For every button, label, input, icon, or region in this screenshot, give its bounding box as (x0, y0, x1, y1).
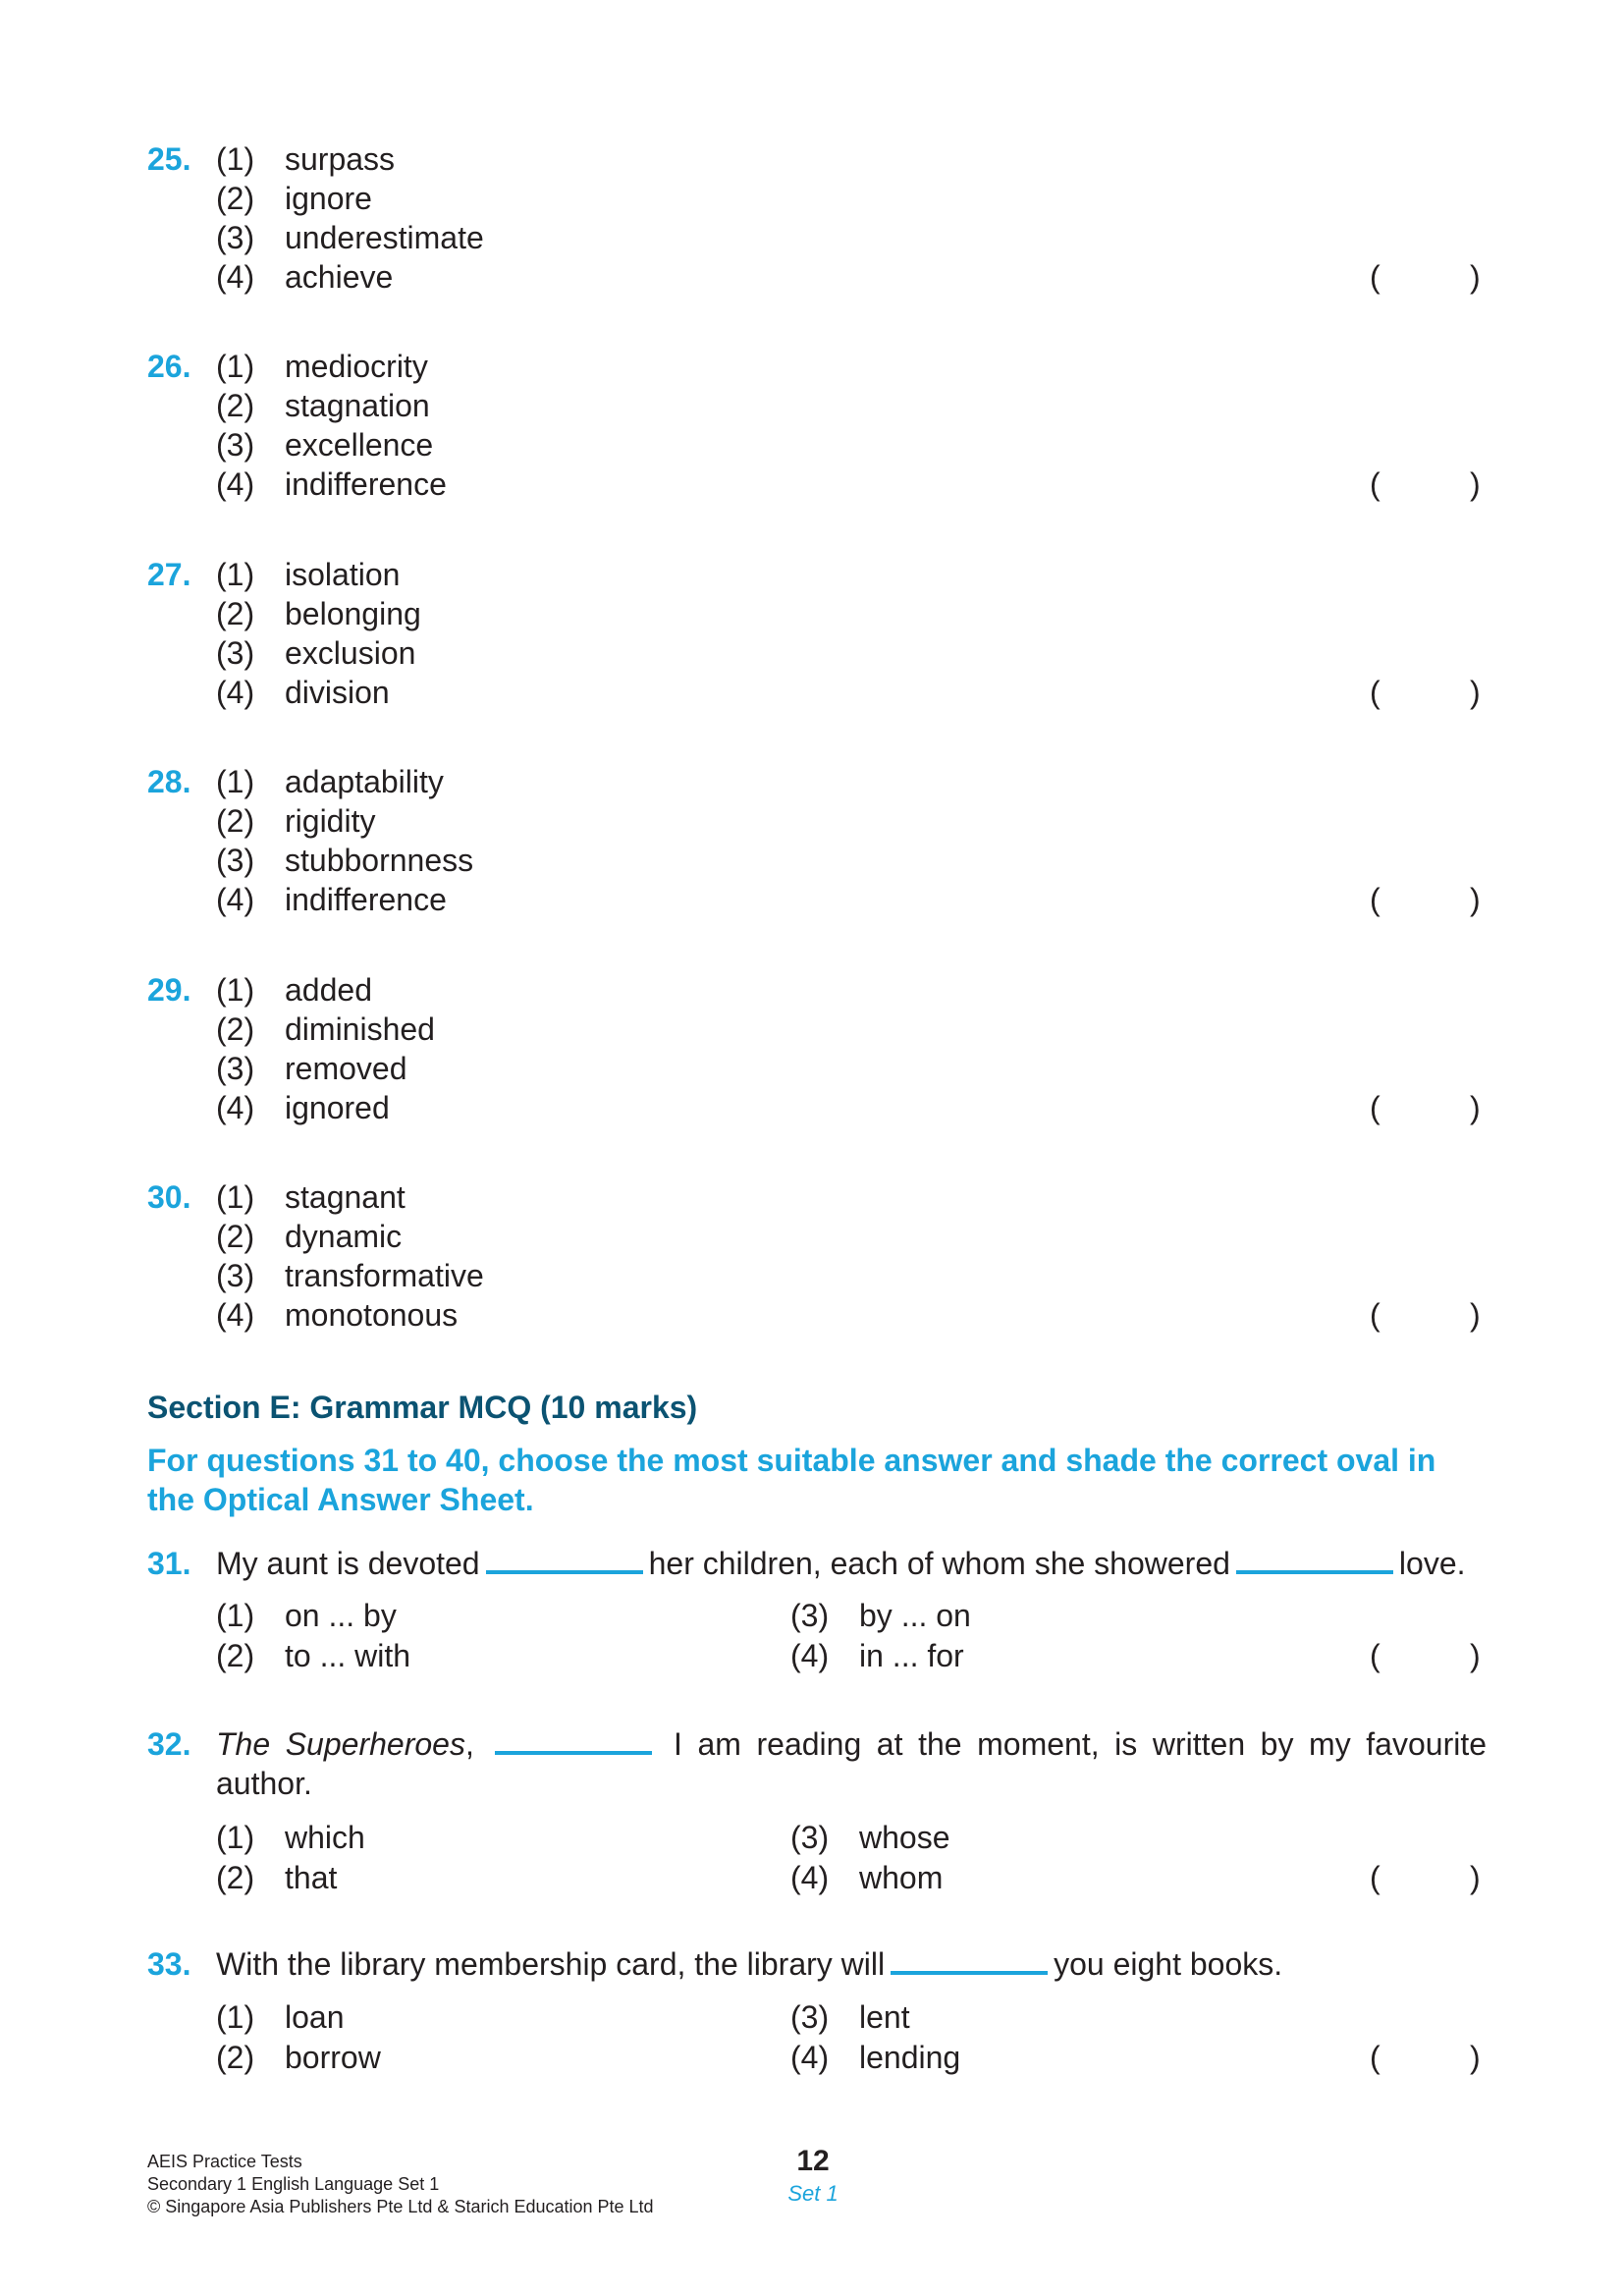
question-number: 33. (147, 1946, 191, 1982)
option-text: isolation (285, 557, 401, 592)
option-text: whom (859, 1860, 944, 1895)
option-text: dynamic (285, 1219, 403, 1254)
stem-part: My aunt is devoted (216, 1546, 480, 1581)
option-text: stubbornness (285, 843, 474, 878)
option-text: transformative (285, 1258, 484, 1293)
footer-subject: Secondary 1 English Language Set 1 (147, 2174, 440, 2194)
option-label: (3) (790, 1999, 830, 2035)
option-text: division (285, 675, 390, 710)
option-label: (4) (216, 882, 255, 917)
section-heading: Section E: Grammar MCQ (10 marks) (147, 1390, 698, 1425)
answer-bracket-open[interactable]: ( (1370, 466, 1380, 502)
option-label: (1) (216, 141, 255, 177)
option-label: (2) (216, 1011, 255, 1047)
answer-bracket-open[interactable]: ( (1370, 675, 1380, 710)
option-text: whose (859, 1820, 950, 1855)
option-text: underestimate (285, 220, 484, 255)
option-label: (1) (216, 1179, 255, 1215)
option-text: adaptability (285, 764, 444, 799)
option-label: (3) (790, 1820, 830, 1855)
answer-blank (1236, 1570, 1393, 1574)
question-number: 30. (147, 1179, 191, 1215)
option-label: (2) (216, 181, 255, 216)
question-number: 27. (147, 557, 191, 592)
page-number: 12 (796, 2145, 830, 2177)
option-label: (4) (216, 675, 255, 710)
stem-part: her children, each of whom she showered (648, 1546, 1230, 1581)
option-label: (3) (216, 1051, 255, 1086)
option-text: to ... with (285, 1638, 411, 1673)
answer-bracket-close: ) (1470, 2040, 1481, 2075)
option-label: (3) (216, 1258, 255, 1293)
option-text: lending (859, 2040, 961, 2075)
option-text: loan (285, 1999, 345, 2035)
option-label: (4) (790, 2040, 830, 2075)
option-label: (2) (216, 803, 255, 839)
option-label: (4) (216, 1297, 255, 1333)
question-number: 32. (147, 1726, 191, 1762)
answer-bracket-close: ) (1470, 1638, 1481, 1673)
option-label: (2) (216, 388, 255, 423)
option-text: stagnation (285, 388, 430, 423)
answer-bracket-close: ) (1470, 882, 1481, 917)
question-number: 31. (147, 1546, 191, 1581)
answer-bracket-open[interactable]: ( (1370, 882, 1380, 917)
question-stem (216, 1724, 1487, 1803)
option-label: (4) (216, 259, 255, 295)
option-label: (4) (216, 1090, 255, 1125)
option-text: indifference (285, 466, 447, 502)
answer-bracket-close: ) (1470, 1297, 1481, 1333)
option-text: removed (285, 1051, 407, 1086)
option-label: (3) (216, 427, 255, 463)
footer-series: AEIS Practice Tests (147, 2152, 302, 2171)
option-label: (1) (216, 1820, 255, 1855)
option-text: rigidity (285, 803, 376, 839)
option-text: excellence (285, 427, 434, 463)
option-text: surpass (285, 141, 396, 177)
answer-blank (486, 1570, 643, 1574)
option-text: exclusion (285, 635, 416, 671)
question-number: 29. (147, 972, 191, 1008)
option-label: (4) (216, 466, 255, 502)
answer-bracket-open[interactable]: ( (1370, 259, 1380, 295)
question-number: 25. (147, 141, 191, 177)
option-label: (1) (216, 1999, 255, 2035)
option-text: stagnant (285, 1179, 406, 1215)
question-number: 28. (147, 764, 191, 799)
answer-bracket-open[interactable]: ( (1370, 1090, 1380, 1125)
option-label: (4) (790, 1860, 830, 1895)
book-title: The Superheroes (216, 1726, 465, 1762)
option-label: (1) (216, 557, 255, 592)
option-text: that (285, 1860, 338, 1895)
option-label: (3) (790, 1598, 830, 1633)
answer-bracket-open[interactable]: ( (1370, 1638, 1380, 1673)
option-label: (3) (216, 843, 255, 878)
option-text: mediocrity (285, 349, 428, 384)
answer-bracket-open[interactable]: ( (1370, 1297, 1380, 1333)
question-stem (216, 1544, 1487, 1583)
answer-bracket-close: ) (1470, 1860, 1481, 1895)
option-label: (3) (216, 635, 255, 671)
option-label: (2) (216, 1219, 255, 1254)
option-text: belonging (285, 596, 421, 631)
option-text: ignored (285, 1090, 390, 1125)
answer-bracket-open[interactable]: ( (1370, 1860, 1380, 1895)
question-stem (216, 1944, 1487, 1984)
option-label: (4) (790, 1638, 830, 1673)
section-instruction: For questions 31 to 40, choose the most suitable answer and shade the correct oval in the Optical Answer Sheet. (147, 1443, 1436, 1517)
option-label: (2) (216, 1638, 255, 1673)
option-text: diminished (285, 1011, 435, 1047)
answer-blank (891, 1971, 1048, 1975)
option-text: achieve (285, 259, 394, 295)
answer-bracket-close: ) (1470, 1090, 1481, 1125)
option-label: (1) (216, 1598, 255, 1633)
answer-bracket-open[interactable]: ( (1370, 2040, 1380, 2075)
option-text: by ... on (859, 1598, 971, 1633)
option-text: indifference (285, 882, 447, 917)
answer-bracket-close: ) (1470, 675, 1481, 710)
stem-part: I am reading at the moment, is written by my favourite author. (216, 1726, 1488, 1801)
option-label: (2) (216, 1860, 255, 1895)
answer-bracket-close: ) (1470, 466, 1481, 502)
answer-bracket-close: ) (1470, 259, 1481, 295)
stem-part: , (464, 1726, 474, 1762)
option-label: (3) (216, 220, 255, 255)
option-label: (1) (216, 764, 255, 799)
stem-part: love. (1398, 1546, 1466, 1581)
stem-part: you eight books. (1054, 1946, 1283, 1982)
question-number: 26. (147, 349, 191, 384)
option-text: added (285, 972, 372, 1008)
stem-part: With the library membership card, the library will (216, 1946, 886, 1982)
option-text: borrow (285, 2040, 381, 2075)
option-label: (2) (216, 2040, 255, 2075)
option-label: (1) (216, 972, 255, 1008)
option-text: in ... for (859, 1638, 964, 1673)
option-text: ignore (285, 181, 372, 216)
option-text: on ... by (285, 1598, 397, 1633)
option-label: (1) (216, 349, 255, 384)
option-text: which (285, 1820, 365, 1855)
option-label: (2) (216, 596, 255, 631)
option-text: lent (859, 1999, 910, 2035)
footer-copyright: © Singapore Asia Publishers Pte Ltd & Starich Education Pte Ltd (147, 2197, 654, 2216)
answer-blank (495, 1751, 652, 1755)
option-text: monotonous (285, 1297, 459, 1333)
set-label: Set 1 (787, 2181, 839, 2206)
